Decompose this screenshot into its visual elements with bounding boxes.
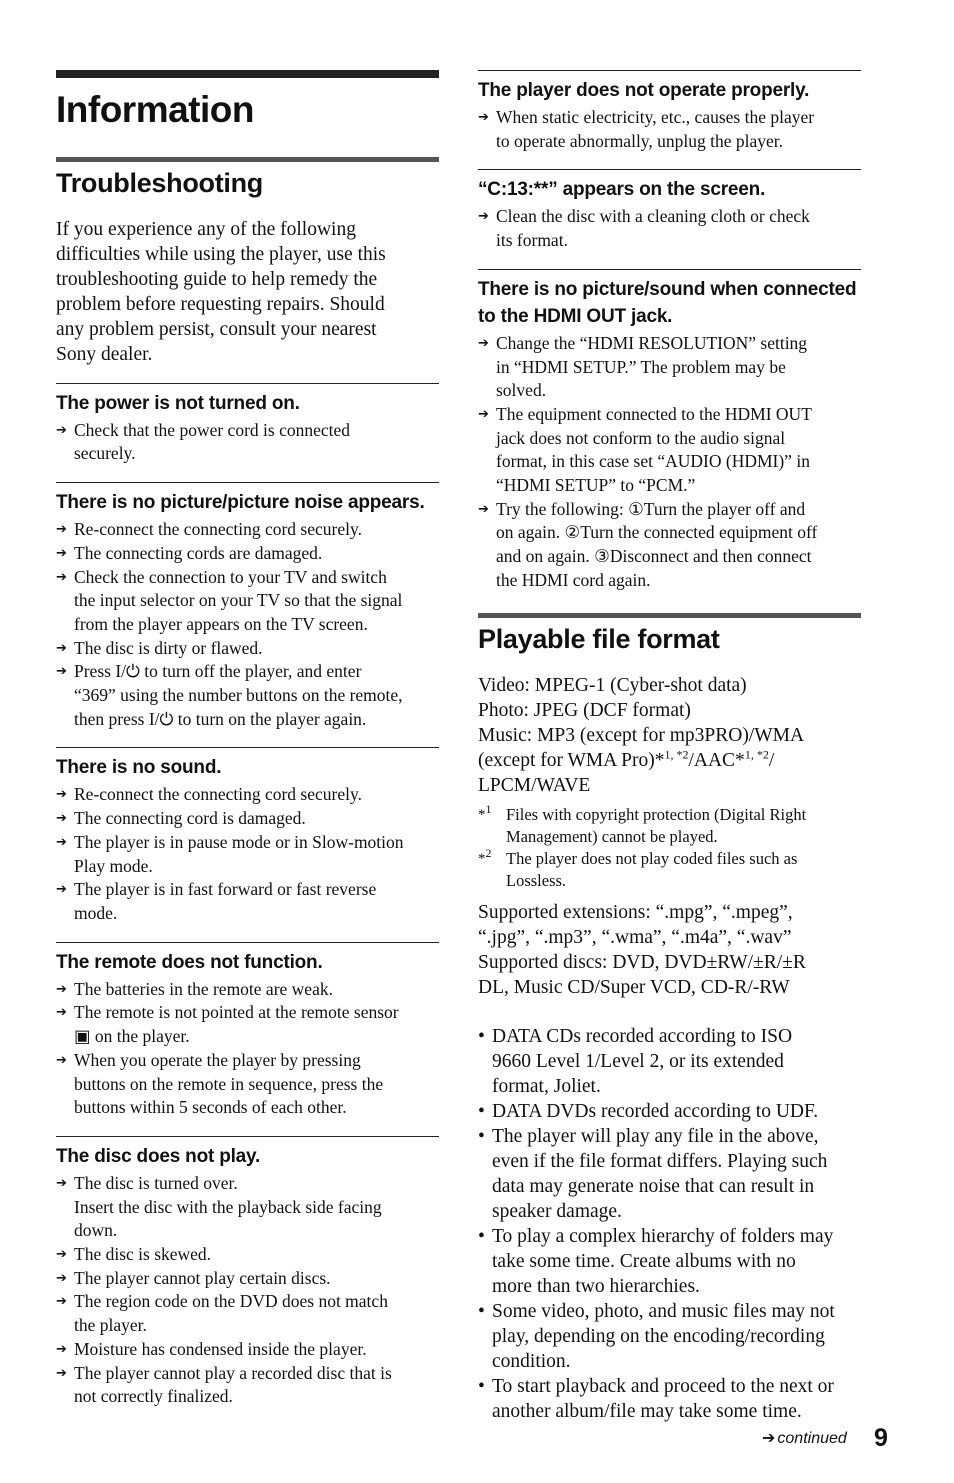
arrow-icon: ➔: [56, 1052, 67, 1068]
remedy-item: [56, 566, 439, 637]
remedy-text: Try the following: ①Turn the player off and: [496, 498, 806, 519]
remedy-text: jack does not conform to the audio signal: [496, 427, 786, 448]
section-title: The power is not turned on.: [56, 392, 300, 414]
arrow-icon: ➔: [478, 406, 489, 422]
bullet-icon: •: [478, 1375, 485, 1397]
troubleshooting-heading: Troubleshooting: [56, 157, 439, 199]
bullet-text: even if the file format differs. Playing such: [492, 1150, 828, 1172]
trouble-section: [56, 383, 439, 466]
section-title: [478, 176, 861, 203]
remedy-text: the player.: [74, 1315, 147, 1336]
remedy-item: [56, 542, 439, 566]
intro-line: troubleshooting guide to help remedy the: [56, 268, 378, 290]
intro-line: If you experience any of the following: [56, 218, 356, 240]
bullet-icon: •: [478, 1125, 485, 1147]
remedy-text: Insert the disc with the playback side facing: [74, 1196, 382, 1217]
remedy-text: Change the “HDMI RESOLUTION” setting: [496, 332, 808, 353]
arrow-icon: ➔: [478, 335, 489, 351]
video-format: Video: MPEG-1 (Cyber-shot data): [478, 674, 747, 696]
playable-heading: Playable file format: [478, 613, 861, 655]
arrow-icon: ➔: [478, 209, 489, 225]
remedy-text: The disc is skewed.: [74, 1244, 212, 1265]
trouble-section: [56, 1136, 439, 1409]
remedy-text: The disc is turned over.: [74, 1172, 238, 1193]
bullet-text: DATA CDs recorded according to ISO: [492, 1025, 793, 1047]
remedy-item: [478, 332, 861, 403]
intro-line: Sony dealer.: [56, 343, 153, 365]
footnote: [478, 801, 861, 848]
remedy-text: The connecting cord is damaged.: [74, 808, 306, 829]
remedy-text: ▣ on the player.: [74, 1026, 190, 1047]
bullet-icon: •: [478, 1300, 485, 1322]
remedy-text: The player is in fast forward or fast reverse: [74, 879, 377, 900]
remedy-text: The disc is dirty or flawed.: [74, 637, 263, 658]
bullet-text: play, depending on the encoding/recording: [492, 1325, 825, 1347]
left-column: [56, 0, 439, 1409]
bullet-item: [478, 1224, 861, 1299]
bullet-text: 9660 Level 1/Level 2, or its extended: [492, 1050, 784, 1072]
supported-extensions: [478, 900, 861, 1000]
bullet-item: [478, 1374, 861, 1424]
arrow-icon: ➔: [56, 1341, 67, 1357]
footnote-asterisk: *: [478, 850, 486, 867]
remedy-text: Check that the power cord is connected: [74, 419, 351, 440]
remedy-text: When you operate the player by pressing: [74, 1049, 361, 1070]
arrow-icon: ➔: [56, 1365, 67, 1381]
extensions-line: “.jpg”, “.mp3”, “.wma”, “.m4a”, “.wav”: [478, 926, 792, 948]
bullet-text: To start playback and proceed to the next or: [492, 1375, 834, 1397]
page-number: 9: [874, 1424, 888, 1452]
remedy-item: [56, 807, 439, 831]
section-title-line: “C:13:**” appears on the screen.: [478, 179, 766, 201]
trouble-section: [478, 269, 861, 593]
footnote-text: Management) cannot be played.: [506, 826, 718, 846]
remedy-text: not correctly finalized.: [74, 1386, 233, 1407]
remedy-text: The player cannot play certain discs.: [74, 1267, 331, 1288]
remedy-text: The batteries in the remote are weak.: [74, 978, 333, 999]
trouble-section: [56, 747, 439, 925]
bullet-item: [478, 1124, 861, 1224]
remedy-item: [56, 1267, 439, 1291]
footnote-number: 1: [485, 801, 492, 816]
remedy-text: Check the connection to your TV and switch: [74, 566, 387, 587]
footnote-mark: [478, 845, 492, 870]
arrow-icon: ➔: [478, 501, 489, 517]
section-title-line: The player does not operate properly.: [478, 80, 810, 101]
remedy-text: When static electricity, etc., causes the player: [496, 107, 815, 127]
section-title: There is no picture/picture noise appears.: [56, 492, 425, 514]
remedy-item: [56, 637, 439, 661]
remedy-text: its format.: [496, 230, 568, 251]
remedy-item: [56, 978, 439, 1002]
section-title: There is no sound.: [56, 757, 222, 779]
trouble-section: [56, 942, 439, 1120]
arrow-icon: ➔: [56, 569, 67, 585]
footnote-text: The player does not play coded files such as: [506, 848, 798, 868]
remedy-text: the input selector on your TV so that the signal: [74, 590, 403, 611]
bullet-text: To play a complex hierarchy of folders may: [492, 1225, 834, 1247]
right-sections: [478, 70, 861, 593]
remedy-text: format, in this case set “AUDIO (HDMI)” in: [496, 451, 810, 472]
bullet-text: take some time. Create albums with no: [492, 1250, 796, 1272]
left-sections: [56, 383, 439, 1409]
remedy-item: [56, 660, 439, 731]
extensions-line: Supported extensions: “.mpg”, “.mpeg”,: [478, 901, 793, 923]
section-title: The remote does not function.: [56, 951, 323, 973]
remedy-item: [478, 403, 861, 498]
intro-line: problem before requesting repairs. Should: [56, 293, 385, 315]
arrow-icon: ➔: [56, 545, 67, 561]
remedy-text: The player cannot play a recorded disc that is: [74, 1362, 392, 1383]
arrow-icon: ➔: [56, 834, 67, 850]
extensions-line: DL, Music CD/Super VCD, CD-R/-RW: [478, 976, 790, 998]
remedy-text: to operate abnormally, unplug the player.: [496, 130, 784, 151]
remedy-text: The region code on the DVD does not match: [74, 1291, 388, 1312]
remedy-text: the HDMI cord again.: [496, 569, 651, 590]
remedy-text: The remote is not pointed at the remote sensor: [74, 1002, 399, 1023]
arrow-icon: ➔: [56, 1247, 67, 1263]
section-title-line: to the HDMI OUT jack.: [478, 305, 673, 327]
continued-arrow-icon: ➔: [762, 1430, 776, 1447]
trouble-section: [478, 169, 861, 252]
arrow-icon: ➔: [56, 981, 67, 997]
arrow-icon: ➔: [56, 787, 67, 803]
format-list: [478, 673, 861, 798]
continued-label: ➔ continued: [762, 1430, 847, 1447]
remedy-item: [56, 1338, 439, 1362]
remedy-item: [478, 106, 861, 153]
section-title-line: There is no picture/sound when connected: [478, 278, 857, 300]
bullet-text: Some video, photo, and music files may not: [492, 1300, 835, 1322]
remedy-text: Press I/⏻ to turn off the player, and enter: [74, 661, 362, 682]
remedy-item: [56, 1172, 439, 1243]
footnote-text: Lossless.: [506, 870, 567, 890]
remedy-text: The player is in pause mode or in Slow-motion: [74, 831, 404, 852]
remedy-text: mode.: [74, 902, 118, 923]
bullet-icon: •: [478, 1225, 485, 1247]
page-title: Information: [56, 70, 439, 131]
remedy-item: [478, 205, 861, 252]
remedy-text: “369” using the number buttons on the remote,: [74, 685, 403, 706]
music-format-line3: LPCM/WAVE: [478, 774, 591, 796]
bullet-text: format, Joliet.: [492, 1075, 601, 1097]
arrow-icon: ➔: [56, 664, 67, 680]
remedy-text: then press I/⏻ to turn on the player again.: [74, 708, 367, 729]
bullet-icon: •: [478, 1100, 485, 1122]
bullet-text: more than two hierarchies.: [492, 1275, 700, 1297]
trouble-section: [56, 482, 439, 731]
intro-line: any problem persist, consult your nearest: [56, 318, 377, 340]
remedy-text: on again. ②Turn the connected equipment off: [496, 522, 818, 543]
remedy-item: [56, 1290, 439, 1337]
remedy-text: solved.: [496, 380, 547, 401]
right-column: [478, 0, 861, 1424]
remedy-text: down.: [74, 1220, 118, 1241]
remedy-item: [56, 419, 439, 466]
bullet-text: condition.: [492, 1350, 571, 1372]
arrow-icon: ➔: [56, 811, 67, 827]
bullet-icon: •: [478, 1025, 485, 1047]
bullet-text: speaker damage.: [492, 1200, 622, 1222]
remedy-text: in “HDMI SETUP.” The problem may be: [496, 356, 786, 377]
arrow-icon: ➔: [56, 1005, 67, 1021]
footnote-text: Files with copyright protection (Digital Right: [506, 804, 807, 824]
bullet-text: DATA DVDs recorded according to UDF.: [492, 1100, 819, 1122]
remedy-text: Clean the disc with a cleaning cloth or check: [496, 206, 810, 227]
arrow-icon: ➔: [478, 110, 489, 125]
arrow-icon: ➔: [56, 1294, 67, 1310]
bullet-text: another album/file may take some time.: [492, 1400, 802, 1422]
remedy-item: [56, 1362, 439, 1409]
arrow-icon: ➔: [56, 422, 67, 438]
remedy-item: [56, 783, 439, 807]
extensions-line: Supported discs: DVD, DVD±RW/±R/±R: [478, 951, 806, 973]
remedy-text: The connecting cords are damaged.: [74, 542, 323, 563]
remedy-item: [56, 1243, 439, 1267]
footnote: [478, 845, 861, 892]
bullet-item: [478, 1299, 861, 1374]
remedy-item: [56, 831, 439, 878]
trouble-section: [478, 70, 861, 153]
remedy-text: securely.: [74, 443, 136, 464]
music-format-line1: Music: MP3 (except for mp3PRO)/WMA: [478, 724, 805, 746]
music-format-line2: (except for WMA Pro)*$^{1, *2}$/AAC*$^{1, *2}$/: [478, 747, 775, 771]
footnote-mark: [478, 801, 492, 826]
bullet-item: [478, 1099, 861, 1124]
remedy-item: [56, 1049, 439, 1120]
remedy-text: Re-connect the connecting cord securely.: [74, 784, 362, 805]
troubleshooting-intro: [56, 217, 439, 367]
section-title: [478, 276, 861, 330]
intro-line: difficulties while using the player, use this: [56, 243, 386, 265]
arrow-icon: ➔: [56, 882, 67, 898]
bullet-text: The player will play any file in the above,: [492, 1125, 819, 1147]
photo-format: Photo: JPEG (DCF format): [478, 699, 691, 721]
bullet-item: [478, 1024, 861, 1099]
remedy-text: The equipment connected to the HDMI OUT: [496, 403, 812, 424]
remedy-item: [56, 518, 439, 542]
remedy-text: Play mode.: [74, 855, 153, 876]
arrow-icon: ➔: [56, 1270, 67, 1286]
arrow-icon: ➔: [56, 1175, 67, 1191]
remedy-text: and on again. ③Disconnect and then connect: [496, 546, 812, 567]
remedy-text: from the player appears on the TV screen.: [74, 613, 368, 634]
remedy-item: [478, 498, 861, 593]
file-notes-list: [478, 1024, 861, 1424]
arrow-icon: ➔: [56, 640, 67, 656]
remedy-text: Re-connect the connecting cord securely.: [74, 519, 362, 540]
section-title: [478, 77, 861, 104]
arrow-icon: ➔: [56, 522, 67, 538]
footnote-number: 2: [485, 845, 492, 860]
section-title: The disc does not play.: [56, 1145, 261, 1167]
footnotes: [478, 801, 861, 892]
remedy-text: Moisture has condensed inside the player.: [74, 1338, 367, 1359]
footnote-asterisk: *: [478, 806, 486, 823]
remedy-item: [56, 1001, 439, 1048]
remedy-item: [56, 878, 439, 925]
remedy-text: buttons within 5 seconds of each other.: [74, 1097, 347, 1118]
bullet-text: data may generate noise that can result in: [492, 1175, 815, 1197]
remedy-text: buttons on the remote in sequence, press the: [74, 1073, 384, 1094]
remedy-text: “HDMI SETUP” to “PCM.”: [496, 475, 696, 496]
